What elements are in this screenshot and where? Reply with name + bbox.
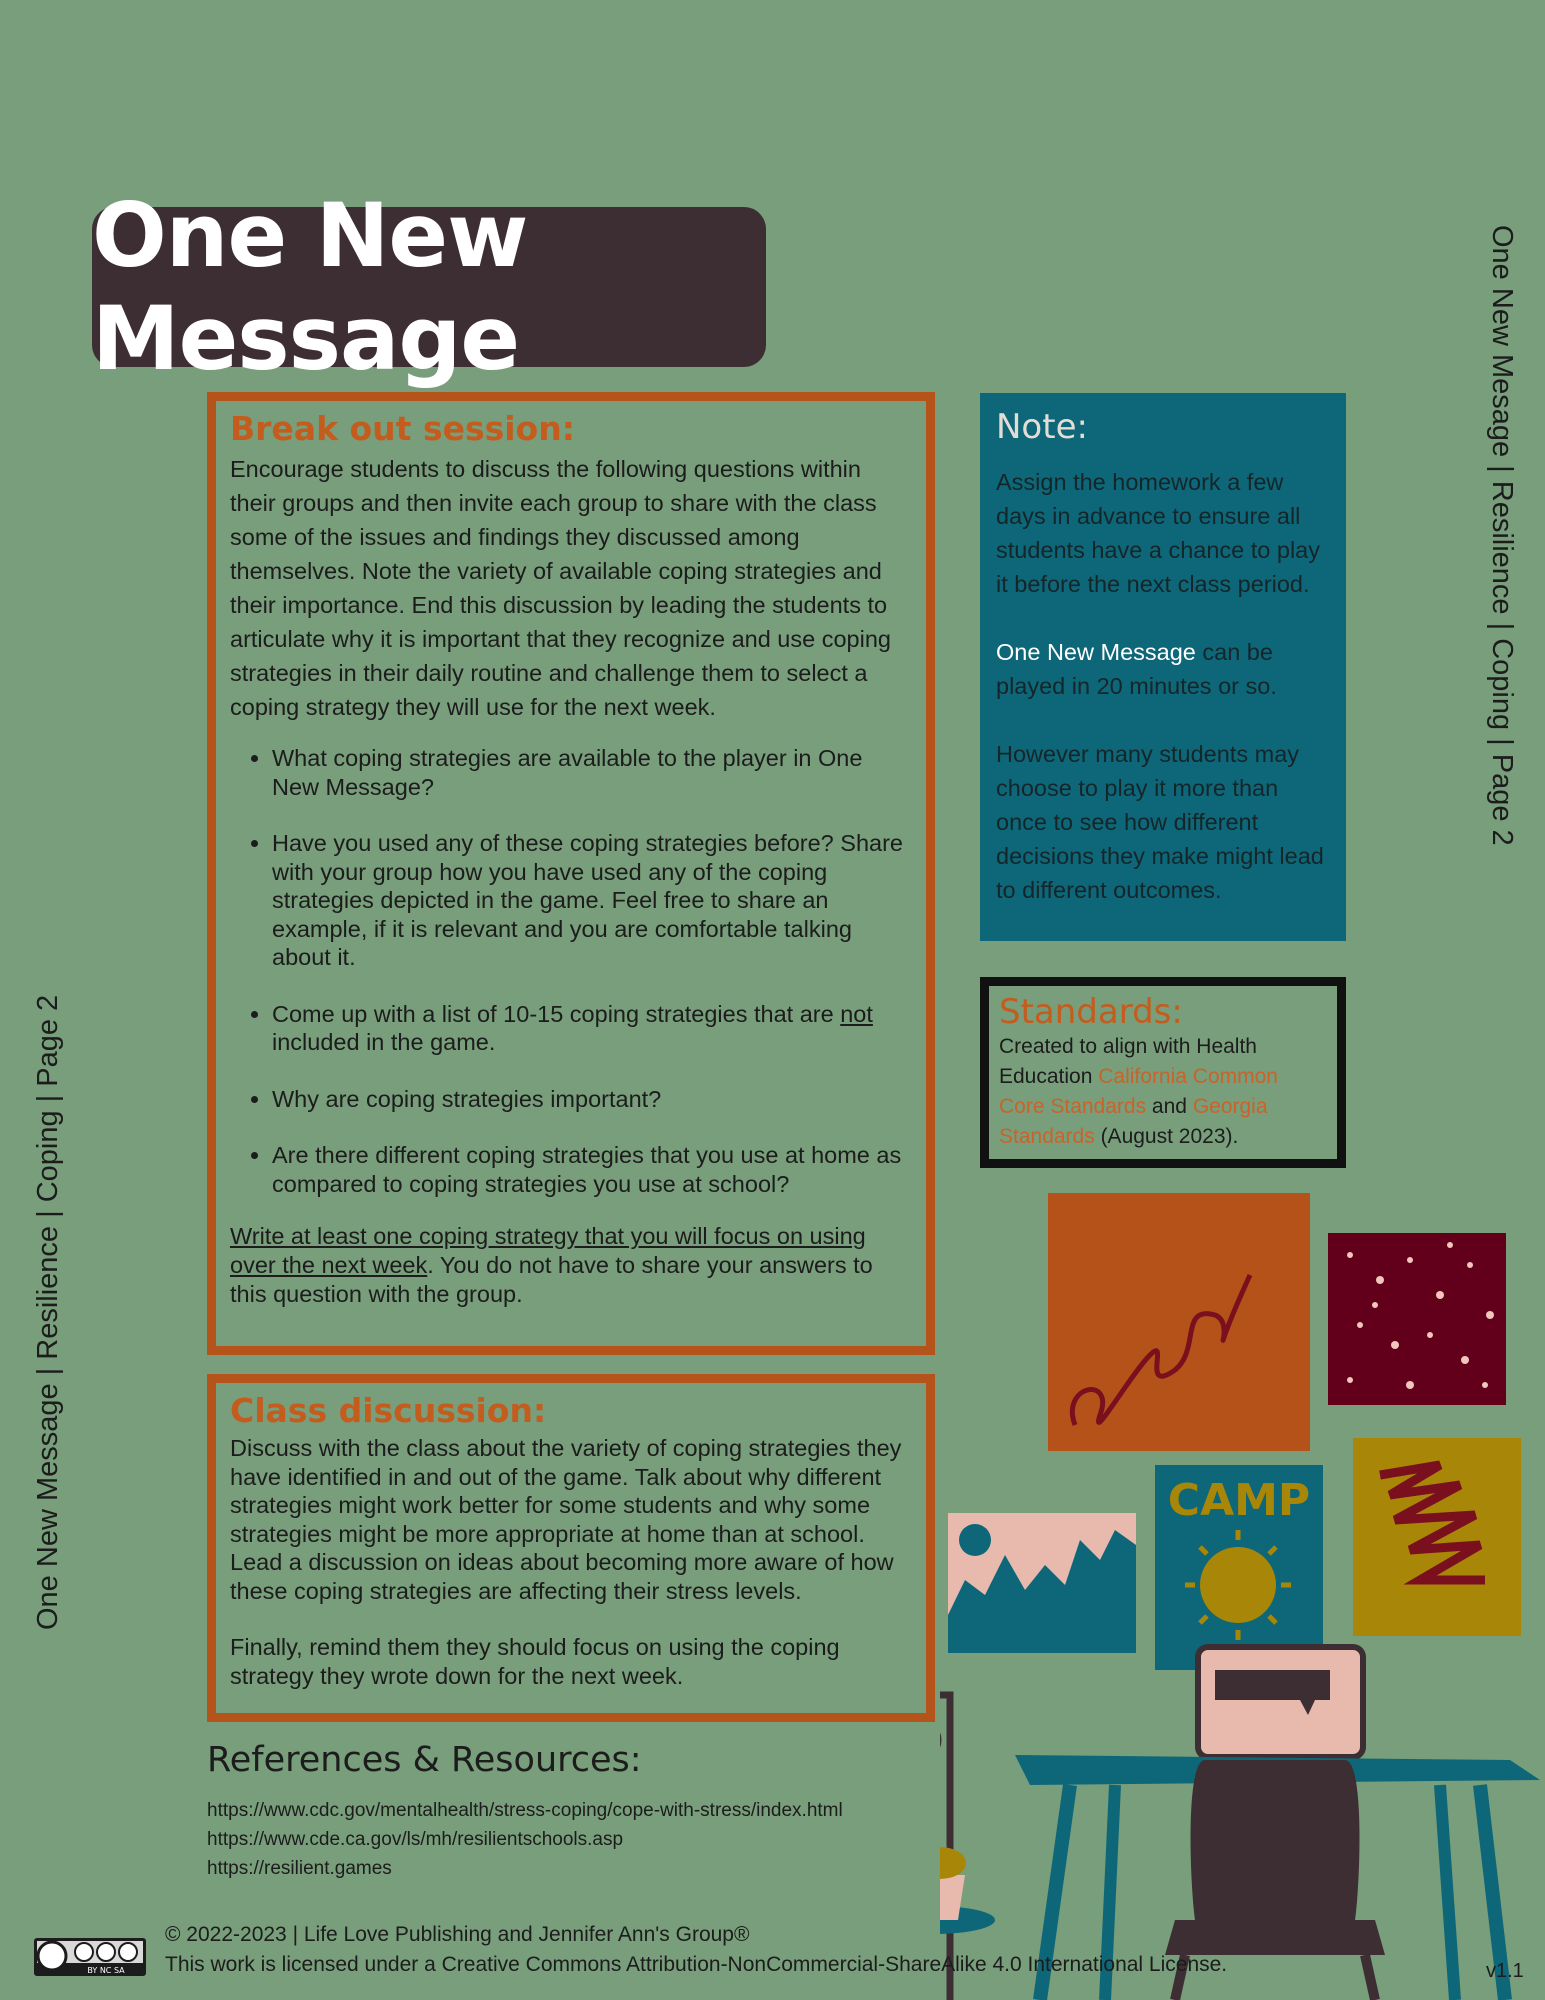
breakout-intro: Encourage students to discuss the following questions within their groups and then invite each group to share with the class some of the issues and findings they discussed among themselves. Note the variety of available coping strategies and their importance. End this discussion by leading the students to articulate why it is important that they recognize and use coping strategies in their daily routine and challenge them to select a coping strategy they will use for the next week. bbox=[230, 456, 891, 720]
note-p3: However many students may choose to play it more than once to see how different decisions they make might lead to different outcomes. bbox=[996, 741, 1324, 903]
breakout-session-box bbox=[207, 392, 935, 1355]
classroom-illustration bbox=[940, 1185, 1545, 2000]
underlined-word: not bbox=[840, 1000, 873, 1027]
question-item bbox=[272, 1000, 912, 1057]
copyright-block bbox=[165, 1920, 1227, 1980]
moon-icon bbox=[959, 1524, 991, 1556]
note-p2-rest: can be played in 20 minutes or so. bbox=[996, 639, 1277, 699]
copyright-line: © 2022-2023 | Life Love Publishing and Jennifer Ann's Group® bbox=[165, 1923, 750, 1946]
cc-badge-text: BY NC SA bbox=[87, 1966, 125, 1975]
plant-icon bbox=[940, 1847, 966, 1879]
version-label: v1.1 bbox=[1486, 1960, 1524, 1982]
standards-heading: Standards: bbox=[999, 992, 1183, 1032]
note-p1: Assign the homework a few days in advance to ensure all students have a chance to play it before the next class period. bbox=[996, 469, 1320, 597]
references-heading: References & Resources: bbox=[207, 1740, 642, 1780]
question-item: • Have you used any of these coping strategies before? Share with your group how you have used any of the coping strategies depicted in the game. Feel free to share an example, if it is relevant and you are comfortable talking about it. bbox=[272, 829, 912, 972]
reference-link[interactable]: https://www.cde.ca.gov/ls/mh/resilientschools.asp bbox=[207, 1829, 624, 1850]
class-discussion-box bbox=[207, 1374, 935, 1722]
references-list bbox=[207, 1796, 843, 1883]
standards-mid: and bbox=[1146, 1095, 1193, 1118]
game-title-highlight: One New Message bbox=[996, 639, 1196, 665]
title-banner bbox=[92, 184, 766, 390]
desk-leg bbox=[1440, 1785, 1455, 2000]
camp-poster-text: CAMP bbox=[1167, 1475, 1311, 1526]
breakout-heading: Break out session: bbox=[230, 409, 575, 448]
question-text: included in the game. bbox=[272, 1029, 496, 1055]
question-item: • Are there different coping strategies that you use at home as compared to coping strategies you use at school? bbox=[272, 1141, 912, 1198]
side-label-right: One New Mesage | Resilience | Coping | Page 2 bbox=[1486, 225, 1518, 846]
closing-rest: . You do not have to share your answers to this question with the group. bbox=[230, 1252, 873, 1307]
breakout-closing bbox=[230, 1222, 912, 1309]
reference-link[interactable]: https://www.cdc.gov/mentalhealth/stress-coping/cope-with-stress/index.html bbox=[207, 1800, 843, 1821]
georgia-standards-link[interactable]: Georgia Standards bbox=[999, 1095, 1268, 1148]
creative-commons-badge-icon[interactable] bbox=[34, 1938, 146, 1976]
license-line: This work is licensed under a Creative Commons Attribution-NonCommercial-ShareAlike 4.0 International License. bbox=[165, 1953, 1228, 1976]
standards-pre: Created to align with Health Education bbox=[999, 1035, 1257, 1088]
class-discussion-p1: Discuss with the class about the variety of coping strategies they have identified in and out of the game. Talk about why different strategies might work better for some students and why some strategies might be more appropriate at home than at school. Lead a discussion on ideas about becoming more aware of how these coping strategies are affecting their stress levels. bbox=[230, 1435, 902, 1604]
maroon-poster bbox=[1328, 1233, 1506, 1405]
chair-leg bbox=[1365, 1955, 1375, 2000]
class-discussion-p2: Finally, remind them they should focus on using the coping strategy they wrote down for the next week. bbox=[230, 1634, 840, 1689]
chair-back bbox=[1191, 1760, 1360, 1920]
standards-box bbox=[980, 977, 1346, 1168]
sun-icon bbox=[1200, 1547, 1276, 1623]
question-item: • What coping strategies are available to the player in One New Message? bbox=[272, 744, 912, 801]
standards-post: (August 2023). bbox=[1094, 1125, 1239, 1148]
question-list bbox=[230, 744, 912, 1198]
page-title: One New Message bbox=[92, 184, 528, 390]
question-text: Come up with a list of 10-15 coping strategies that are bbox=[272, 1000, 841, 1027]
closing-underlined: Write at least one coping strategy that you will focus on using over the next week bbox=[230, 1223, 866, 1278]
question-item: • Why are coping strategies important? bbox=[272, 1085, 912, 1114]
orange-poster bbox=[1048, 1193, 1310, 1451]
class-discussion-heading: Class discussion: bbox=[230, 1391, 547, 1430]
side-label-left: One New Message | Resilience | Coping | Page 2 bbox=[32, 994, 64, 1630]
california-standards-link[interactable]: California Common Core Standards bbox=[999, 1065, 1278, 1118]
note-heading: Note: bbox=[996, 407, 1088, 447]
reference-link[interactable]: https://resilient.games bbox=[207, 1858, 392, 1879]
note-p2 bbox=[996, 635, 1330, 703]
standards-text bbox=[999, 1032, 1327, 1152]
note-box bbox=[980, 393, 1346, 941]
laptop-icon bbox=[1198, 1647, 1363, 1757]
